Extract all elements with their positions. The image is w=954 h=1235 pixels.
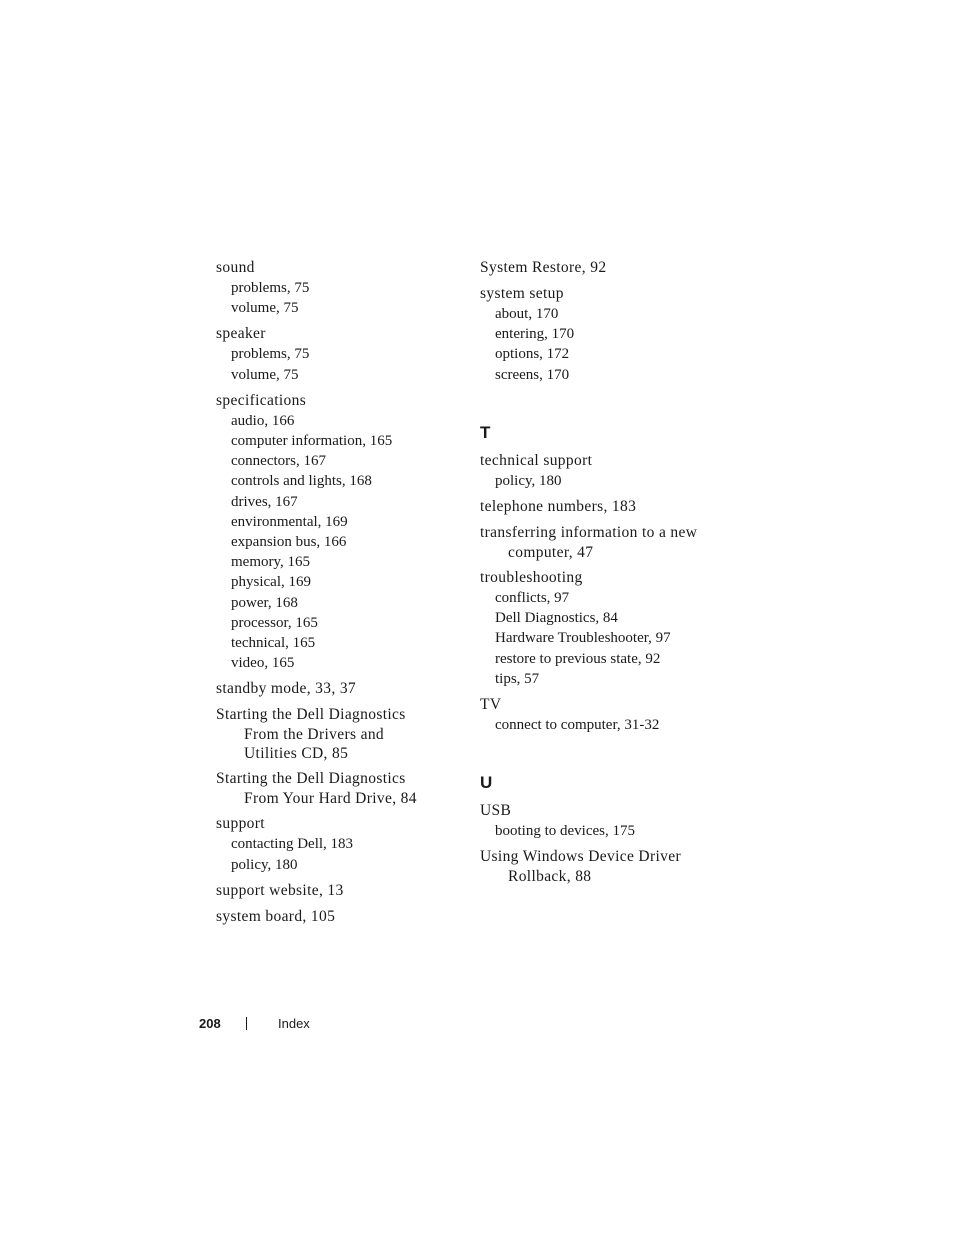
index-subterm: video, 165 bbox=[231, 655, 295, 672]
index-term: sound bbox=[216, 259, 255, 276]
index-entry bbox=[480, 847, 740, 886]
index-term-continuation: From the Drivers and bbox=[244, 726, 385, 744]
page-number: 208 bbox=[199, 1016, 221, 1031]
section-letter-u: U bbox=[480, 773, 493, 793]
index-subterm: processor, 165 bbox=[231, 614, 318, 631]
index-term: USB bbox=[480, 802, 512, 820]
index-subterm: audio, 166 bbox=[231, 412, 295, 429]
index-subterm: screens, 170 bbox=[495, 366, 570, 383]
index-entry bbox=[216, 769, 476, 808]
index-subterm: policy, 180 bbox=[495, 472, 562, 489]
index-entry bbox=[480, 523, 740, 562]
index-term: support bbox=[216, 815, 265, 833]
index-subterm: tips, 57 bbox=[495, 670, 540, 687]
index-subterm: computer information, 165 bbox=[231, 433, 393, 450]
index-entry bbox=[216, 881, 476, 901]
index-term-continuation: Rollback, 88 bbox=[508, 868, 592, 886]
index-subterm: volume, 75 bbox=[231, 300, 299, 317]
index-group-t bbox=[480, 451, 740, 735]
index-term: Starting the Dell Diagnostics bbox=[216, 706, 406, 724]
index-term: troubleshooting bbox=[480, 569, 583, 587]
index-entry bbox=[480, 568, 740, 689]
index-term: System Restore, 92 bbox=[480, 259, 607, 276]
index-subterm: entering, 170 bbox=[495, 326, 575, 343]
index-entry bbox=[480, 451, 740, 491]
index-subterm: connectors, 167 bbox=[231, 453, 326, 470]
index-column-right bbox=[480, 258, 740, 892]
index-entry bbox=[216, 814, 476, 874]
index-group-u bbox=[480, 801, 740, 886]
index-entry bbox=[480, 695, 740, 735]
index-term: standby mode, 33, 37 bbox=[216, 680, 357, 698]
index-subterm: power, 168 bbox=[231, 594, 298, 611]
index-term-continuation: From Your Hard Drive, 84 bbox=[244, 790, 417, 808]
index-subterm: controls and lights, 168 bbox=[231, 473, 372, 490]
index-subterm: drives, 167 bbox=[231, 493, 298, 510]
index-subterm: booting to devices, 175 bbox=[495, 823, 635, 840]
index-entry bbox=[216, 391, 476, 674]
index-subterm: problems, 75 bbox=[231, 280, 310, 296]
index-subterm: options, 172 bbox=[495, 346, 570, 363]
section-letter-t: T bbox=[480, 422, 491, 442]
index-subterm: memory, 165 bbox=[231, 554, 311, 571]
index-subterm: connect to computer, 31-32 bbox=[495, 717, 660, 734]
index-entry bbox=[216, 324, 476, 384]
index-subterm: restore to previous state, 92 bbox=[495, 650, 661, 667]
index-entry bbox=[480, 284, 740, 385]
index-term: Using Windows Device Driver bbox=[480, 848, 681, 866]
footer-section-label: Index bbox=[278, 1016, 310, 1031]
index-subterm: Dell Diagnostics, 84 bbox=[495, 610, 618, 627]
index-entry bbox=[216, 907, 476, 927]
index-subterm: technical, 165 bbox=[231, 635, 316, 652]
index-entry bbox=[216, 679, 476, 699]
index-subterm: Hardware Troubleshooter, 97 bbox=[495, 630, 671, 647]
index-term: transferring information to a new bbox=[480, 524, 698, 542]
index-subterm: volume, 75 bbox=[231, 366, 299, 383]
index-term: telephone numbers, 183 bbox=[480, 498, 637, 516]
index-column-left bbox=[216, 258, 476, 933]
index-entry bbox=[480, 801, 740, 841]
index-subterm: conflicts, 97 bbox=[495, 590, 570, 607]
section-spacer bbox=[480, 391, 740, 423]
index-term: specifications bbox=[216, 391, 307, 409]
index-entry bbox=[480, 258, 740, 278]
index-subterm: problems, 75 bbox=[231, 346, 310, 363]
index-term: support website, 13 bbox=[216, 881, 344, 899]
index-subterm: environmental, 169 bbox=[231, 513, 348, 530]
index-entry bbox=[216, 258, 476, 318]
index-entry bbox=[216, 705, 476, 763]
index-term-continuation: Utilities CD, 85 bbox=[244, 745, 349, 763]
index-term-continuation: computer, 47 bbox=[508, 544, 594, 562]
index-subterm: contacting Dell, 183 bbox=[231, 836, 354, 853]
index-subterm: physical, 169 bbox=[231, 574, 311, 591]
index-term: TV bbox=[480, 696, 502, 714]
section-spacer bbox=[480, 741, 740, 773]
index-term: speaker bbox=[216, 325, 266, 343]
index-entry bbox=[480, 497, 740, 517]
footer-separator bbox=[246, 1017, 247, 1030]
index-term: Starting the Dell Diagnostics bbox=[216, 770, 406, 788]
index-subterm: expansion bus, 166 bbox=[231, 534, 347, 551]
index-term: system setup bbox=[480, 285, 564, 302]
index-term: technical support bbox=[480, 451, 593, 469]
index-subterm: about, 170 bbox=[495, 306, 559, 322]
index-term: system board, 105 bbox=[216, 907, 336, 925]
index-group-s-continued bbox=[480, 258, 740, 385]
index-subterm: policy, 180 bbox=[231, 856, 298, 873]
